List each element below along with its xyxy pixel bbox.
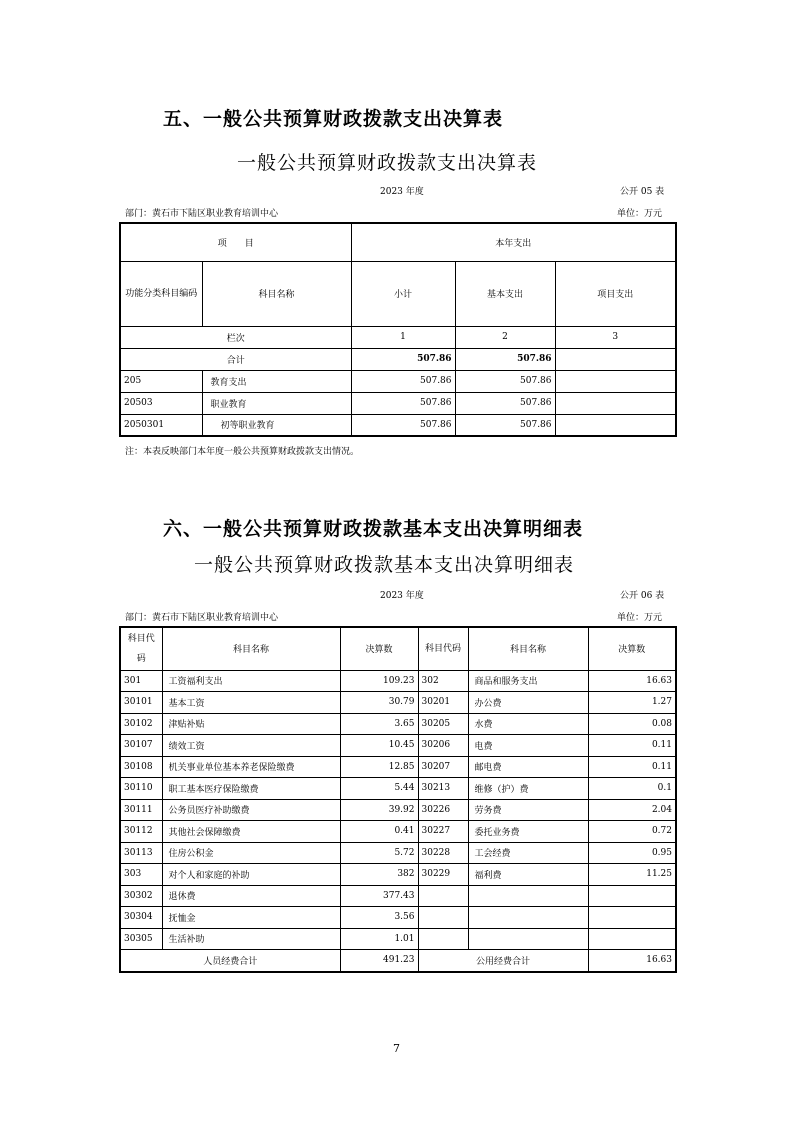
row-name: 职业教育 [202, 392, 351, 414]
row-code: 303 [120, 864, 162, 886]
table-row [120, 414, 676, 436]
row-name-2: 福利费 [468, 864, 588, 886]
table-06-title: 一般公共预算财政拨款基本支出决算明细表 [194, 554, 575, 576]
row-amount: 0.41 [340, 821, 418, 843]
total-basic: 507.86 [455, 348, 555, 370]
row-amount-2: 1.27 [588, 692, 676, 714]
table-05-note: 注：本表反映部门本年度一般公共预算财政拨款支出情况。 [125, 447, 360, 457]
row-amount: 3.65 [340, 713, 418, 735]
row-code: 30302 [120, 885, 162, 907]
row-name-2: 维修（护）费 [468, 778, 588, 800]
public-total-value: 16.63 [588, 950, 676, 972]
row-name-2 [468, 907, 588, 929]
row-basic: 507.86 [455, 370, 555, 392]
header-subtotal: 小计 [351, 261, 455, 326]
header-subject-name-2: 科目名称 [468, 627, 588, 670]
table-05-total-row [120, 348, 676, 370]
header-final-amount-2: 决算数 [588, 627, 676, 670]
row-code: 30112 [120, 821, 162, 843]
page-number: 7 [393, 1042, 400, 1055]
row-name: 抚恤金 [162, 907, 340, 929]
row-name-2: 工会经费 [468, 842, 588, 864]
row-code: 30111 [120, 799, 162, 821]
row-project [555, 370, 676, 392]
row-name-2: 劳务费 [468, 799, 588, 821]
table-06-body [120, 670, 676, 950]
table-row [120, 799, 676, 821]
row-name: 其他社会保障缴费 [162, 821, 340, 843]
table-row [120, 864, 676, 886]
row-amount: 382 [340, 864, 418, 886]
row-name-2: 办公费 [468, 692, 588, 714]
column-index-1: 1 [351, 326, 455, 348]
row-amount: 109.23 [340, 670, 418, 692]
row-name: 住房公积金 [162, 842, 340, 864]
row-amount: 10.45 [340, 735, 418, 757]
row-name: 工资福利支出 [162, 670, 340, 692]
row-amount-2: 16.63 [588, 670, 676, 692]
row-code-2 [418, 885, 468, 907]
row-name: 绩效工资 [162, 735, 340, 757]
table-05-header-row-2 [120, 261, 676, 326]
table-05-department: 部门：黄石市下陆区职业教育培训中心 [125, 209, 279, 219]
header-current-year-expenditure: 本年支出 [351, 223, 676, 261]
personnel-total-value: 491.23 [340, 950, 418, 972]
header-final-amount: 决算数 [340, 627, 418, 670]
row-amount: 30.79 [340, 692, 418, 714]
row-amount: 5.44 [340, 778, 418, 800]
header-project-expenditure: 项目支出 [555, 261, 676, 326]
row-name: 基本工资 [162, 692, 340, 714]
row-name: 教育支出 [202, 370, 351, 392]
row-code-2: 30226 [418, 799, 468, 821]
row-code-2: 302 [418, 670, 468, 692]
row-amount-2: 0.11 [588, 735, 676, 757]
row-name: 对个人和家庭的补助 [162, 864, 340, 886]
table-05-unit: 单位：万元 [617, 209, 663, 219]
row-name: 生活补助 [162, 928, 340, 950]
personnel-total-label: 人员经费合计 [120, 950, 340, 972]
table-05-column-index-row [120, 326, 676, 348]
row-name: 职工基本医疗保险缴费 [162, 778, 340, 800]
row-name-2: 水费 [468, 713, 588, 735]
table-06-year: 2023 年度 [380, 591, 424, 601]
table-row [120, 778, 676, 800]
row-amount-2: 0.1 [588, 778, 676, 800]
header-subject-code-2: 科目代码 [418, 627, 468, 670]
row-code-2: 30206 [418, 735, 468, 757]
row-amount-2: 11.25 [588, 864, 676, 886]
table-row [120, 842, 676, 864]
header-basic-expenditure: 基本支出 [455, 261, 555, 326]
table-06-unit: 单位：万元 [617, 613, 663, 623]
table-row [120, 370, 676, 392]
row-amount: 1.01 [340, 928, 418, 950]
table-05-header-row-1 [120, 223, 676, 261]
row-code: 30305 [120, 928, 162, 950]
row-name: 机关事业单位基本养老保险缴费 [162, 756, 340, 778]
row-name-2: 商品和服务支出 [468, 670, 588, 692]
row-code: 20503 [120, 392, 202, 414]
column-index-label: 栏次 [120, 326, 351, 348]
header-subject-name: 科目名称 [162, 627, 340, 670]
column-index-2: 2 [455, 326, 555, 348]
row-basic: 507.86 [455, 414, 555, 436]
column-index-3: 3 [555, 326, 676, 348]
row-amount-2: 0.95 [588, 842, 676, 864]
row-name-2 [468, 885, 588, 907]
table-row [120, 756, 676, 778]
row-code: 301 [120, 670, 162, 692]
row-name-2: 委托业务费 [468, 821, 588, 843]
table-05-form-number: 公开 05 表 [620, 187, 665, 197]
table-06-header-row [120, 627, 676, 670]
row-name: 退休费 [162, 885, 340, 907]
row-code: 30113 [120, 842, 162, 864]
table-row [120, 392, 676, 414]
table-row [120, 713, 676, 735]
row-code: 205 [120, 370, 202, 392]
row-code-2 [418, 907, 468, 929]
table-06-total-row [120, 950, 676, 972]
header-item: 项 目 [120, 223, 351, 261]
total-label: 合计 [120, 348, 351, 370]
row-project [555, 414, 676, 436]
row-project [555, 392, 676, 414]
row-code-2: 30228 [418, 842, 468, 864]
table-06-department: 部门：黄石市下陆区职业教育培训中心 [125, 613, 279, 623]
row-subtotal: 507.86 [351, 370, 455, 392]
row-amount: 12.85 [340, 756, 418, 778]
header-function-code: 功能分类科目编码 [120, 261, 202, 326]
basic-expenditure-detail-table-06 [119, 626, 677, 973]
row-code: 30101 [120, 692, 162, 714]
row-code: 30108 [120, 756, 162, 778]
row-code: 30110 [120, 778, 162, 800]
row-code-2: 30227 [418, 821, 468, 843]
row-code-2: 30201 [418, 692, 468, 714]
row-code: 30102 [120, 713, 162, 735]
row-amount: 39.92 [340, 799, 418, 821]
row-code-2 [418, 928, 468, 950]
table-row [120, 670, 676, 692]
public-total-label: 公用经费合计 [418, 950, 588, 972]
row-name: 津贴补贴 [162, 713, 340, 735]
row-amount: 3.56 [340, 907, 418, 929]
row-name-2: 电费 [468, 735, 588, 757]
section-6-heading: 六、一般公共预算财政拨款基本支出决算明细表 [163, 518, 584, 540]
row-code-2: 30213 [418, 778, 468, 800]
table-05-title: 一般公共预算财政拨款支出决算表 [237, 152, 538, 174]
row-subtotal: 507.86 [351, 392, 455, 414]
row-code: 30107 [120, 735, 162, 757]
row-amount-2 [588, 885, 676, 907]
header-subject-code: 科目代码 [120, 627, 162, 670]
row-code-2: 30207 [418, 756, 468, 778]
table-05-year: 2023 年度 [380, 187, 424, 197]
row-amount-2: 2.04 [588, 799, 676, 821]
total-subtotal: 507.86 [351, 348, 455, 370]
section-5-heading: 五、一般公共预算财政拨款支出决算表 [163, 108, 504, 130]
row-amount-2 [588, 928, 676, 950]
row-code-2: 30205 [418, 713, 468, 735]
row-basic: 507.86 [455, 392, 555, 414]
total-project [555, 348, 676, 370]
row-name-2: 邮电费 [468, 756, 588, 778]
table-row [120, 928, 676, 950]
row-code: 2050301 [120, 414, 202, 436]
table-row [120, 885, 676, 907]
row-code-2: 30229 [418, 864, 468, 886]
table-row [120, 907, 676, 929]
row-amount-2: 0.72 [588, 821, 676, 843]
row-amount-2: 0.08 [588, 713, 676, 735]
row-amount-2 [588, 907, 676, 929]
table-06-form-number: 公开 06 表 [620, 591, 665, 601]
expenditure-table-05 [119, 222, 677, 437]
row-amount: 5.72 [340, 842, 418, 864]
row-code: 30304 [120, 907, 162, 929]
row-name: 公务员医疗补助缴费 [162, 799, 340, 821]
table-row [120, 735, 676, 757]
row-subtotal: 507.86 [351, 414, 455, 436]
row-name: 初等职业教育 [202, 414, 351, 436]
table-row [120, 692, 676, 714]
row-name-2 [468, 928, 588, 950]
table-row [120, 821, 676, 843]
row-amount: 377.43 [340, 885, 418, 907]
row-amount-2: 0.11 [588, 756, 676, 778]
header-subject-name: 科目名称 [202, 261, 351, 326]
